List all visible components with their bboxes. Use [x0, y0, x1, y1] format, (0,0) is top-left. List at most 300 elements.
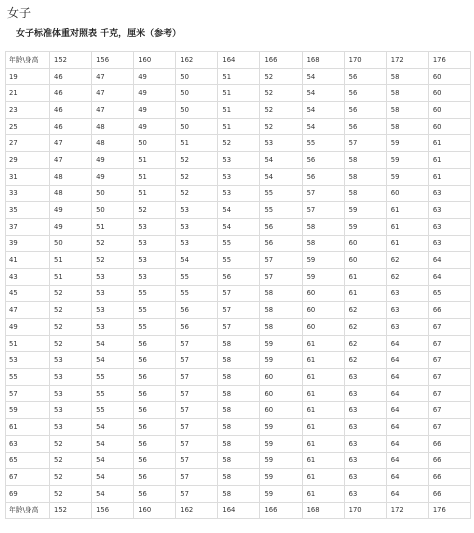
- row-label-cell: 47: [6, 302, 50, 319]
- table-cell: 168: [302, 52, 344, 69]
- table-row: [6, 85, 471, 102]
- row-label-cell: 61: [6, 419, 50, 436]
- table-cell: 170: [344, 502, 386, 519]
- table-cell: 58: [386, 102, 428, 119]
- table-cell: 49: [134, 85, 176, 102]
- table-cell: 58: [386, 85, 428, 102]
- table-cell: 54: [302, 68, 344, 85]
- table-cell: 56: [344, 102, 386, 119]
- row-label-cell: 年龄\身高: [6, 52, 50, 69]
- table-cell: 53: [218, 168, 260, 185]
- table-cell: 57: [176, 469, 218, 486]
- table-cell: 62: [386, 252, 428, 269]
- table-cell: 52: [50, 302, 92, 319]
- table-cell: 59: [260, 352, 302, 369]
- table-row: [6, 469, 471, 486]
- table-row: [6, 452, 471, 469]
- table-cell: 52: [260, 85, 302, 102]
- table-cell: 48: [50, 185, 92, 202]
- table-cell: 46: [50, 102, 92, 119]
- table-cell: 56: [302, 152, 344, 169]
- table-cell: 59: [260, 469, 302, 486]
- table-cell: 60: [428, 118, 470, 135]
- table-cell: 60: [260, 402, 302, 419]
- row-label-cell: 19: [6, 68, 50, 85]
- table-cell: 54: [218, 202, 260, 219]
- table-cell: 66: [428, 485, 470, 502]
- row-label-cell: 25: [6, 118, 50, 135]
- table-cell: 61: [302, 402, 344, 419]
- table-cell: 49: [134, 102, 176, 119]
- row-label-cell: 27: [6, 135, 50, 152]
- table-row: [6, 419, 471, 436]
- weight-table-body: [6, 52, 471, 519]
- table-cell: 54: [260, 168, 302, 185]
- table-row: [6, 268, 471, 285]
- table-cell: 64: [386, 435, 428, 452]
- table-cell: 63: [344, 419, 386, 436]
- table-cell: 49: [50, 202, 92, 219]
- table-cell: 56: [302, 168, 344, 185]
- table-cell: 164: [218, 502, 260, 519]
- table-cell: 56: [134, 385, 176, 402]
- table-cell: 63: [344, 385, 386, 402]
- table-cell: 58: [344, 185, 386, 202]
- table-cell: 58: [302, 218, 344, 235]
- table-cell: 166: [260, 502, 302, 519]
- table-row: [6, 302, 471, 319]
- table-cell: 57: [176, 485, 218, 502]
- row-label-cell: 21: [6, 85, 50, 102]
- table-cell: 67: [428, 419, 470, 436]
- table-cell: 59: [386, 152, 428, 169]
- table-cell: 47: [92, 102, 134, 119]
- table-cell: 61: [302, 335, 344, 352]
- table-cell: 52: [134, 202, 176, 219]
- table-cell: 53: [92, 285, 134, 302]
- table-cell: 57: [218, 302, 260, 319]
- table-cell: 51: [218, 118, 260, 135]
- table-cell: 61: [302, 352, 344, 369]
- table-cell: 58: [218, 352, 260, 369]
- row-label-cell: 45: [6, 285, 50, 302]
- table-cell: 60: [428, 102, 470, 119]
- table-cell: 53: [134, 235, 176, 252]
- table-cell: 60: [428, 68, 470, 85]
- table-cell: 56: [134, 469, 176, 486]
- table-cell: 50: [92, 185, 134, 202]
- table-cell: 56: [134, 452, 176, 469]
- table-cell: 49: [134, 68, 176, 85]
- table-cell: 152: [50, 502, 92, 519]
- table-cell: 160: [134, 502, 176, 519]
- table-cell: 58: [386, 68, 428, 85]
- table-cell: 58: [386, 118, 428, 135]
- table-cell: 56: [344, 68, 386, 85]
- table-cell: 60: [302, 319, 344, 336]
- table-cell: 50: [176, 68, 218, 85]
- table-cell: 62: [344, 302, 386, 319]
- table-cell: 63: [386, 319, 428, 336]
- table-cell: 62: [344, 319, 386, 336]
- table-cell: 58: [218, 419, 260, 436]
- table-cell: 56: [134, 335, 176, 352]
- table-row: [6, 485, 471, 502]
- table-cell: 61: [302, 452, 344, 469]
- table-cell: 57: [344, 135, 386, 152]
- table-cell: 59: [344, 218, 386, 235]
- table-cell: 58: [260, 302, 302, 319]
- table-cell: 63: [386, 302, 428, 319]
- table-cell: 58: [218, 402, 260, 419]
- table-cell: 60: [428, 85, 470, 102]
- table-cell: 172: [386, 502, 428, 519]
- table-cell: 58: [218, 435, 260, 452]
- table-row: [6, 102, 471, 119]
- table-cell: 53: [218, 185, 260, 202]
- table-cell: 53: [260, 135, 302, 152]
- table-cell: 61: [428, 168, 470, 185]
- table-cell: 162: [176, 52, 218, 69]
- table-cell: 52: [260, 118, 302, 135]
- table-cell: 52: [50, 452, 92, 469]
- table-cell: 53: [134, 218, 176, 235]
- table-cell: 51: [134, 152, 176, 169]
- table-cell: 54: [302, 118, 344, 135]
- table-cell: 53: [92, 302, 134, 319]
- table-cell: 49: [92, 152, 134, 169]
- table-cell: 59: [260, 419, 302, 436]
- table-cell: 56: [260, 218, 302, 235]
- table-cell: 51: [134, 185, 176, 202]
- row-label-cell: 57: [6, 385, 50, 402]
- table-cell: 63: [344, 435, 386, 452]
- table-cell: 46: [50, 118, 92, 135]
- table-cell: 67: [428, 319, 470, 336]
- table-cell: 64: [386, 485, 428, 502]
- table-cell: 47: [92, 85, 134, 102]
- table-cell: 55: [260, 185, 302, 202]
- row-label-cell: 59: [6, 402, 50, 419]
- table-cell: 54: [302, 102, 344, 119]
- table-cell: 56: [134, 419, 176, 436]
- table-cell: 55: [92, 402, 134, 419]
- table-cell: 61: [302, 385, 344, 402]
- table-row: [6, 252, 471, 269]
- table-cell: 66: [428, 469, 470, 486]
- table-cell: 55: [260, 202, 302, 219]
- table-cell: 58: [302, 235, 344, 252]
- table-cell: 52: [218, 135, 260, 152]
- table-cell: 52: [176, 168, 218, 185]
- table-cell: 51: [134, 168, 176, 185]
- table-cell: 50: [176, 102, 218, 119]
- table-cell: 61: [302, 369, 344, 386]
- table-cell: 53: [50, 385, 92, 402]
- row-label-cell: 55: [6, 369, 50, 386]
- table-cell: 50: [176, 85, 218, 102]
- row-label-cell: 41: [6, 252, 50, 269]
- table-cell: 170: [344, 52, 386, 69]
- table-cell: 60: [260, 385, 302, 402]
- table-cell: 53: [92, 319, 134, 336]
- table-cell: 54: [92, 469, 134, 486]
- table-cell: 156: [92, 52, 134, 69]
- table-cell: 58: [218, 452, 260, 469]
- table-cell: 64: [386, 352, 428, 369]
- table-cell: 63: [428, 235, 470, 252]
- table-cell: 57: [176, 369, 218, 386]
- table-cell: 54: [218, 218, 260, 235]
- table-cell: 55: [134, 319, 176, 336]
- table-cell: 63: [344, 402, 386, 419]
- table-title: 女子标准体重对照表 千克，厘米（参考）: [16, 29, 182, 39]
- table-cell: 59: [386, 135, 428, 152]
- table-cell: 58: [218, 369, 260, 386]
- table-cell: 60: [302, 285, 344, 302]
- table-cell: 55: [218, 235, 260, 252]
- table-cell: 63: [428, 202, 470, 219]
- table-cell: 50: [92, 202, 134, 219]
- table-cell: 57: [176, 385, 218, 402]
- table-row: [6, 352, 471, 369]
- table-cell: 162: [176, 502, 218, 519]
- table-cell: 52: [50, 319, 92, 336]
- table-cell: 54: [92, 352, 134, 369]
- table-cell: 166: [260, 52, 302, 69]
- table-cell: 56: [344, 85, 386, 102]
- table-cell: 56: [134, 402, 176, 419]
- table-cell: 49: [50, 218, 92, 235]
- table-cell: 156: [92, 502, 134, 519]
- table-cell: 67: [428, 402, 470, 419]
- table-cell: 52: [260, 102, 302, 119]
- table-cell: 56: [260, 235, 302, 252]
- table-cell: 61: [344, 285, 386, 302]
- table-cell: 61: [302, 485, 344, 502]
- row-label-cell: 51: [6, 335, 50, 352]
- table-cell: 59: [302, 252, 344, 269]
- table-cell: 48: [92, 135, 134, 152]
- table-cell: 59: [260, 435, 302, 452]
- table-cell: 67: [428, 369, 470, 386]
- table-row: [6, 185, 471, 202]
- table-cell: 60: [386, 185, 428, 202]
- row-label-cell: 69: [6, 485, 50, 502]
- table-cell: 53: [218, 152, 260, 169]
- table-cell: 57: [176, 352, 218, 369]
- table-cell: 52: [176, 185, 218, 202]
- table-cell: 56: [134, 352, 176, 369]
- table-cell: 152: [50, 52, 92, 69]
- table-cell: 176: [428, 52, 470, 69]
- table-cell: 48: [50, 168, 92, 185]
- table-cell: 57: [302, 202, 344, 219]
- row-label-cell: 年龄\身高: [6, 502, 50, 519]
- table-cell: 57: [260, 268, 302, 285]
- table-cell: 51: [218, 85, 260, 102]
- table-row: [6, 168, 471, 185]
- table-cell: 61: [302, 435, 344, 452]
- table-cell: 55: [176, 268, 218, 285]
- table-cell: 61: [386, 235, 428, 252]
- table-cell: 56: [176, 302, 218, 319]
- table-cell: 53: [176, 202, 218, 219]
- table-cell: 46: [50, 68, 92, 85]
- row-label-cell: 35: [6, 202, 50, 219]
- table-header-row: [6, 52, 471, 69]
- table-cell: 67: [428, 352, 470, 369]
- table-cell: 46: [50, 85, 92, 102]
- table-cell: 63: [428, 218, 470, 235]
- table-cell: 60: [344, 252, 386, 269]
- table-row: [6, 118, 471, 135]
- table-cell: 55: [218, 252, 260, 269]
- table-row: [6, 335, 471, 352]
- row-label-cell: 49: [6, 319, 50, 336]
- table-cell: 56: [134, 485, 176, 502]
- row-label-cell: 29: [6, 152, 50, 169]
- table-cell: 64: [428, 252, 470, 269]
- table-cell: 52: [50, 485, 92, 502]
- table-row: [6, 135, 471, 152]
- table-cell: 57: [176, 452, 218, 469]
- row-label-cell: 23: [6, 102, 50, 119]
- table-cell: 61: [302, 469, 344, 486]
- table-cell: 66: [428, 452, 470, 469]
- table-cell: 168: [302, 502, 344, 519]
- table-cell: 57: [176, 335, 218, 352]
- table-cell: 160: [134, 52, 176, 69]
- table-cell: 64: [386, 385, 428, 402]
- table-cell: 54: [92, 435, 134, 452]
- table-cell: 57: [176, 435, 218, 452]
- table-cell: 164: [218, 52, 260, 69]
- table-cell: 57: [260, 252, 302, 269]
- table-cell: 63: [344, 369, 386, 386]
- table-cell: 63: [386, 285, 428, 302]
- table-cell: 64: [386, 402, 428, 419]
- table-cell: 61: [428, 135, 470, 152]
- table-cell: 64: [386, 369, 428, 386]
- table-cell: 49: [134, 118, 176, 135]
- table-row: [6, 385, 471, 402]
- table-cell: 51: [218, 68, 260, 85]
- table-cell: 53: [134, 252, 176, 269]
- table-cell: 56: [176, 319, 218, 336]
- table-cell: 56: [134, 369, 176, 386]
- table-cell: 54: [92, 485, 134, 502]
- table-cell: 61: [302, 419, 344, 436]
- table-cell: 66: [428, 302, 470, 319]
- table-cell: 67: [428, 385, 470, 402]
- table-row: [6, 402, 471, 419]
- table-cell: 56: [344, 118, 386, 135]
- table-cell: 55: [176, 285, 218, 302]
- section-heading: 女子: [7, 6, 32, 20]
- table-row: [6, 235, 471, 252]
- row-label-cell: 65: [6, 452, 50, 469]
- row-label-cell: 37: [6, 218, 50, 235]
- weight-table: [5, 51, 471, 519]
- table-cell: 56: [134, 435, 176, 452]
- table-cell: 64: [386, 419, 428, 436]
- table-row: [6, 152, 471, 169]
- table-cell: 64: [428, 268, 470, 285]
- table-cell: 57: [218, 319, 260, 336]
- table-cell: 54: [92, 419, 134, 436]
- table-cell: 53: [92, 268, 134, 285]
- table-cell: 63: [344, 452, 386, 469]
- table-cell: 59: [344, 202, 386, 219]
- table-cell: 61: [386, 202, 428, 219]
- table-cell: 57: [176, 402, 218, 419]
- table-cell: 53: [50, 352, 92, 369]
- row-label-cell: 31: [6, 168, 50, 185]
- table-cell: 64: [386, 452, 428, 469]
- table-cell: 53: [50, 369, 92, 386]
- table-cell: 58: [344, 152, 386, 169]
- table-cell: 52: [92, 235, 134, 252]
- table-cell: 61: [386, 218, 428, 235]
- table-cell: 51: [218, 102, 260, 119]
- table-cell: 54: [92, 452, 134, 469]
- table-row: [6, 218, 471, 235]
- table-cell: 61: [428, 152, 470, 169]
- table-cell: 61: [344, 268, 386, 285]
- table-footer-row: [6, 502, 471, 519]
- table-cell: 62: [344, 335, 386, 352]
- table-cell: 50: [134, 135, 176, 152]
- table-cell: 52: [92, 252, 134, 269]
- row-label-cell: 67: [6, 469, 50, 486]
- table-cell: 51: [50, 252, 92, 269]
- row-label-cell: 63: [6, 435, 50, 452]
- table-cell: 65: [428, 285, 470, 302]
- table-cell: 63: [428, 185, 470, 202]
- table-cell: 57: [176, 419, 218, 436]
- table-cell: 53: [134, 268, 176, 285]
- table-cell: 58: [260, 319, 302, 336]
- table-cell: 59: [260, 335, 302, 352]
- row-label-cell: 43: [6, 268, 50, 285]
- table-cell: 56: [218, 268, 260, 285]
- table-cell: 49: [92, 168, 134, 185]
- table-cell: 58: [344, 168, 386, 185]
- row-label-cell: 33: [6, 185, 50, 202]
- table-row: [6, 369, 471, 386]
- table-row: [6, 202, 471, 219]
- row-label-cell: 53: [6, 352, 50, 369]
- table-cell: 51: [50, 268, 92, 285]
- table-cell: 55: [134, 302, 176, 319]
- table-cell: 60: [260, 369, 302, 386]
- table-cell: 60: [344, 235, 386, 252]
- table-cell: 50: [50, 235, 92, 252]
- table-cell: 47: [92, 68, 134, 85]
- table-cell: 64: [386, 335, 428, 352]
- table-cell: 58: [260, 285, 302, 302]
- table-cell: 51: [92, 218, 134, 235]
- table-cell: 57: [302, 185, 344, 202]
- table-cell: 63: [344, 469, 386, 486]
- table-cell: 59: [260, 485, 302, 502]
- table-cell: 57: [218, 285, 260, 302]
- table-row: [6, 285, 471, 302]
- table-cell: 62: [344, 352, 386, 369]
- table-cell: 66: [428, 435, 470, 452]
- table-cell: 52: [50, 435, 92, 452]
